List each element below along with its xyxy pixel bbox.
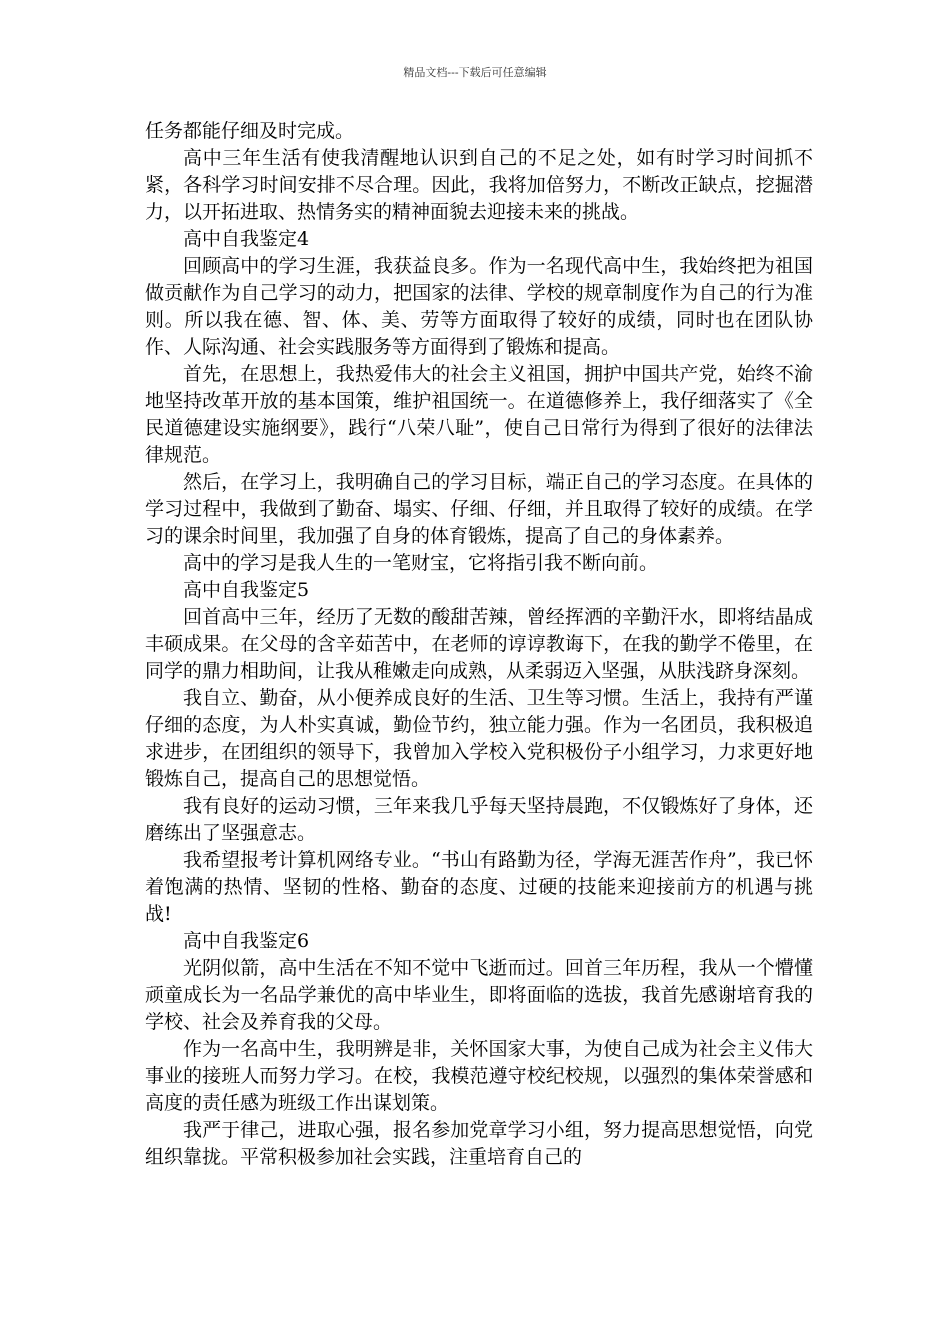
paragraph: 回首高中三年，经历了无数的酸甜苦辣，曾经挥洒的辛勤汗水，即将结晶成丰硕成果。在父母的含辛茹苦中，在老师的谆谆教诲下，在我的勤学不倦里，在同学的鼎力相助间，让我从稚嫩走向成熟，从柔弱迈入坚强，从肤浅跻身深刻。 [145,606,813,682]
paragraph: 高中的学习是我人生的一笔财宝，它将指引我不断向前。 [183,552,659,574]
page-header: 精品文档---下载后可任意编辑 [403,66,547,79]
paragraph: 光阴似箭，高中生活在不知不觉中飞逝而过。回首三年历程，我从一个懵懂顽童成长为一名品学兼优的高中毕业生，即将面临的选拔，我首先感谢培育我的学校、社会及养育我的父母。 [145,957,813,1033]
paragraph: 我自立、勤奋，从小便养成良好的生活、卫生等习惯。生活上，我持有严谨仔细的态度，为人朴实真诚，勤俭节约，独立能力强。作为一名团员，我积极追求进步，在团组织的领导下，我曾加入学校入党积极份子小组学习，力求更好地锻炼自己，提高自己的思想觉悟。 [145,687,813,790]
section-heading: 高中自我鉴定6 [183,930,310,952]
section-heading: 高中自我鉴定4 [183,228,310,250]
paragraph: 作为一名高中生，我明辨是非，关怀国家大事，为使自己成为社会主义伟大事业的接班人而努力学习。在校，我模范遵守校纪校规，以强烈的集体荣誉感和高度的责任感为班级工作出谋划策。 [145,1038,813,1114]
document-body [145,118,813,1171]
section-heading: 高中自我鉴定5 [183,579,310,601]
paragraph: 然后，在学习上，我明确自己的学习目标，端正自己的学习态度。在具体的学习过程中，我做到了勤奋、塌实、仔细、仔细，并且取得了较好的成绩。在学习的课余时间里，我加强了自身的体育锻炼，提高了自己的身体素养。 [145,471,813,547]
paragraph: 我严于律己，进取心强，报名参加党章学习小组，努力提高思想觉悟，向党组织靠拢。平常积极参加社会实践，注重培育自己的 [145,1119,813,1168]
paragraph: 任务都能仔细及时完成。 [145,120,355,142]
paragraph: 回顾高中的学习生涯，我获益良多。作为一名现代高中生，我始终把为祖国做贡献作为自己学习的动力，把国家的法律、学校的规章制度作为自己的行为准则。所以我在德、智、体、美、劳等方面取得了较好的成绩，同时也在团队协作、人际沟通、社会实践服务等方面得到了锻炼和提高。 [145,255,813,358]
paragraph: 我希望报考计算机网络专业。“书山有路勤为径，学海无涯苦作舟”，我已怀着饱满的热情、坚韧的性格、勤奋的态度、过硬的技能来迎接前方的机遇与挑战! [145,849,813,925]
paragraph: 首先，在思想上，我热爱伟大的社会主义祖国，拥护中国共产党，始终不渝地坚持改革开放的基本国策，维护祖国统一。在道德修养上，我仔细落实了《全民道德建设实施纲要》，践行“八荣八耻”，使自己日常行为得到了很好的法律法律规范。 [145,363,813,466]
paragraph: 高中三年生活有使我清醒地认识到自己的不足之处，如有时学习时间抓不紧，各科学习时间安排不尽合理。因此，我将加倍努力，不断改正缺点，挖掘潜力，以开拓进取、热情务实的精神面貌去迎接未来的挑战。 [145,147,813,223]
paragraph: 我有良好的运动习惯，三年来我几乎每天坚持晨跑，不仅锻炼好了身体，还磨练出了坚强意志。 [145,795,813,844]
